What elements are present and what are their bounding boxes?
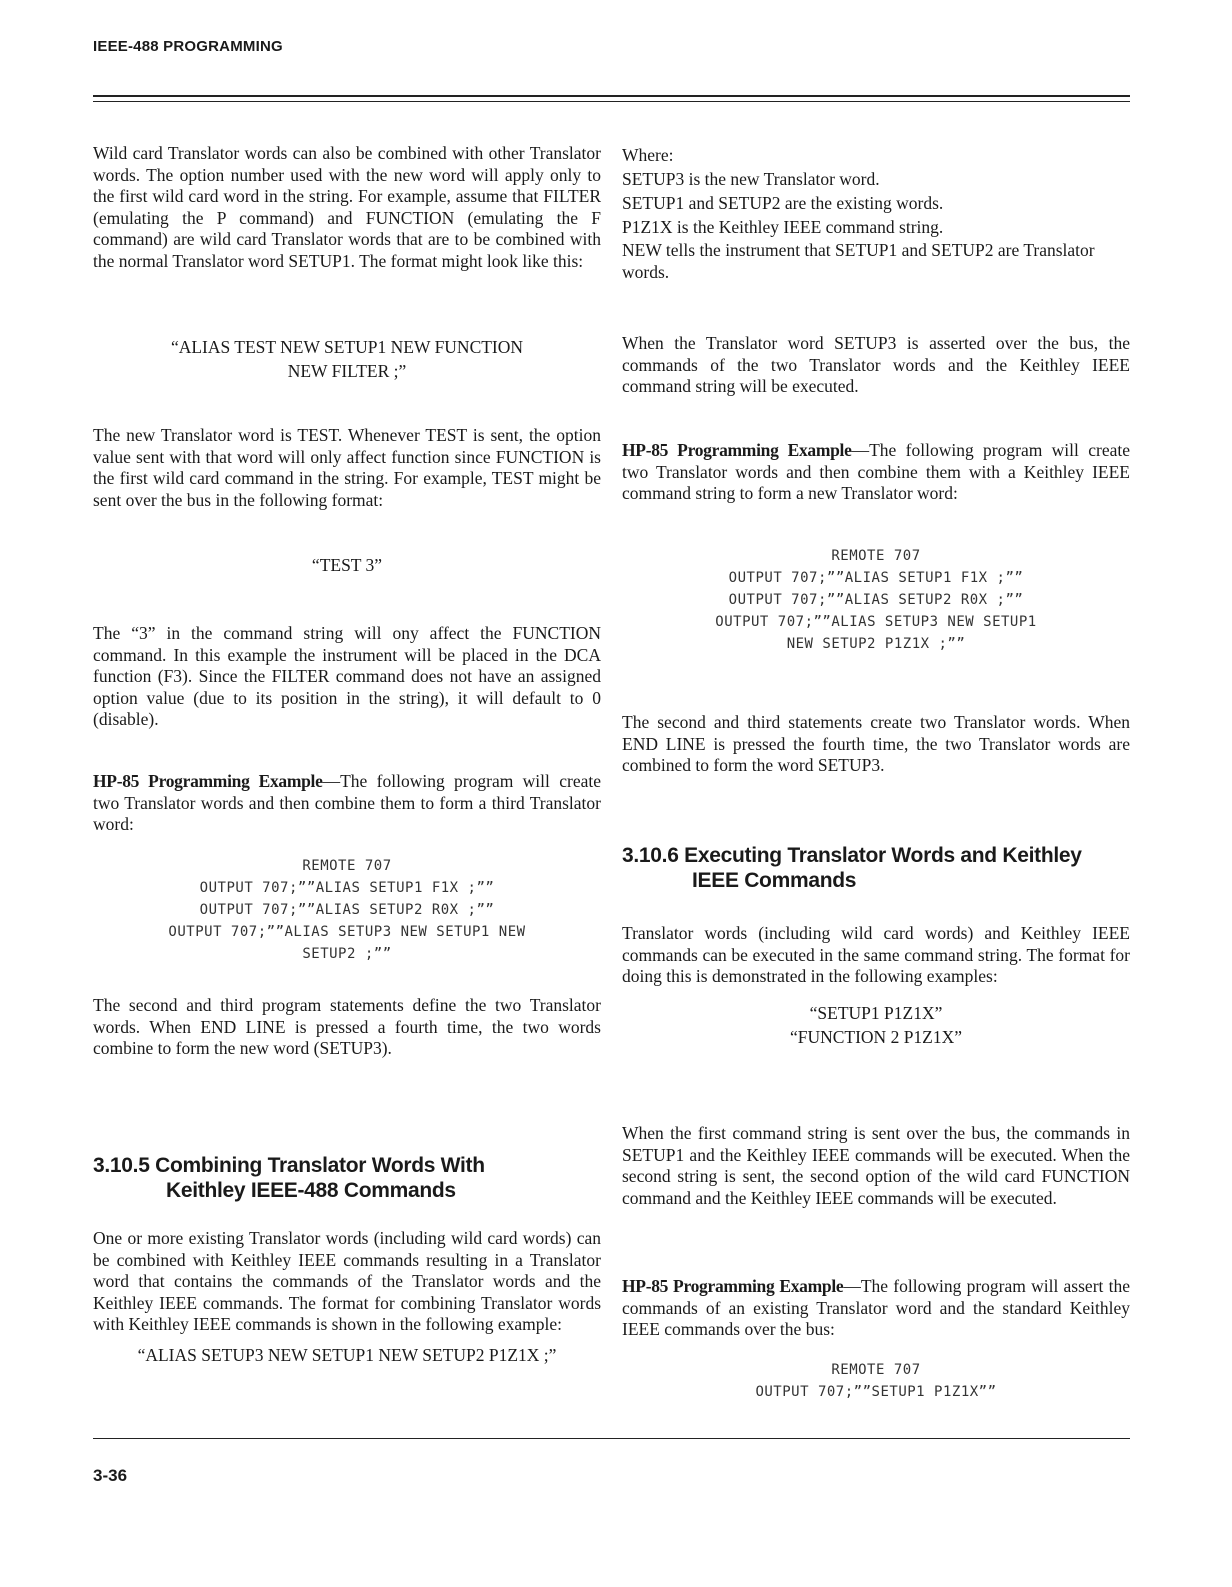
code-line: OUTPUT 707;””ALIAS SETUP3 NEW SETUP1 [715, 614, 1037, 630]
code-line: OUTPUT 707;””ALIAS SETUP1 F1X ;”” [199, 880, 495, 896]
code-line: NEW SETUP2 P1Z1X ;”” [786, 636, 966, 652]
paragraph-hp85-example [622, 440, 1130, 505]
paragraph-program-statements: The second and third program statements define the two Translator words. When END LINE is pressed a fourth time, the two words combine to form the new word (SETUP3). [93, 995, 601, 1058]
code-line: REMOTE 707 [831, 548, 921, 564]
example-line: NEW FILTER ;” [287, 361, 407, 381]
section-title: Executing Translator Words and Keithley [684, 844, 1082, 867]
paragraph-executing: Translator words (including wild card words) and Keithley IEEE commands can be executed in the same command string. The format for doing this is demonstrated in the following examples: [622, 923, 1130, 986]
definition-item: NEW tells the instrument that SETUP1 and SETUP2 are Translator words. [622, 240, 1095, 282]
code-line: REMOTE 707 [302, 858, 392, 874]
paragraph-function-effect: The “3” in the command string will ony affect the FUNCTION command. In this example the instrument will be placed in the DCA function (F3). Since the FILTER command does not have an assigned option value (due to its position in the string), it will default to 0 (disable). [93, 623, 601, 729]
paragraph-wild-card: Wild card Translator words can also be combined with other Translator words. The option number used with the new word will apply only to the first wild card word in the string. For example, assume that FILTER (emulating the P command) and FUNCTION (emulating the F command) are wild card Translator words that are to be combined with the normal Translator word SETUP1. The format might look like this: [93, 143, 601, 271]
example-test-3: “TEST 3” [311, 555, 383, 575]
section-number: 3.10.6 [622, 844, 679, 867]
example-lead: HP-85 Programming Example [93, 771, 323, 791]
example-alias-test [93, 335, 601, 383]
section-title: Combining Translator Words With [155, 1154, 485, 1177]
code-block-left [93, 855, 601, 965]
example-text: —The following program will create two Translator words and then combine them to form a third Translator word: [93, 771, 601, 834]
example-line: “SETUP1 P1Z1X” [809, 1003, 943, 1023]
example-line: “ALIAS TEST NEW SETUP1 NEW FUNCTION [170, 337, 524, 357]
where-label: Where: [622, 145, 674, 165]
section-heading-3-10-5 [93, 1153, 601, 1203]
example-command-strings [622, 1001, 1130, 1049]
example-text: —The following program will assert the commands of an existing Translator word and the standard Keithley IEEE commands over the bus: [622, 1276, 1130, 1339]
paragraph-setup3-asserted: When the Translator word SETUP3 is asserted over the bus, the commands of the two Translator words and the Keithley IEEE command string will be executed. [622, 333, 1130, 396]
section-title: IEEE Commands [692, 869, 857, 892]
code-block-right-2 [622, 1359, 1130, 1403]
footer-rule [93, 1438, 1130, 1439]
page-number: 3-36 [93, 1466, 128, 1485]
paragraph-first-string: When the first command string is sent over the bus, the commands in SETUP1 and the Keithley IEEE commands will be executed. When the second string is sent, the second option of the wild card FUNCTION command and the Keithley IEEE commands will be executed. [622, 1123, 1130, 1208]
definition-item: P1Z1X is the Keithley IEEE command string. [622, 217, 944, 237]
section-number: 3.10.5 [93, 1154, 150, 1177]
definition-list [622, 143, 1130, 283]
section-title: Keithley IEEE-488 Commands [166, 1179, 456, 1202]
running-header: IEEE-488 PROGRAMMING [93, 38, 283, 55]
code-line: REMOTE 707 [831, 1362, 921, 1378]
code-line: OUTPUT 707;””SETUP1 P1Z1X”” [755, 1384, 997, 1400]
definition-item: SETUP1 and SETUP2 are the existing words. [622, 193, 944, 213]
code-line: OUTPUT 707;””ALIAS SETUP2 R0X ;”” [728, 592, 1024, 608]
example-text: —The following program will create two Translator words and then combine them with a Keithley IEEE command string to form a new Translator word: [622, 440, 1130, 503]
code-line: OUTPUT 707;””ALIAS SETUP1 F1X ;”” [728, 570, 1024, 586]
section-heading-3-10-6 [622, 843, 1130, 893]
paragraph-combining: One or more existing Translator words (including wild card words) can be combined with Keithley IEEE commands resulting in a Translator word that contains the commands of the Translator words and the Keithley IEEE commands. The format for combining Translator words with Keithley IEEE commands is shown in the following example: [93, 1228, 601, 1334]
code-line: OUTPUT 707;””ALIAS SETUP2 R0X ;”” [199, 902, 495, 918]
paragraph-hp85-example [93, 771, 601, 836]
paragraph-hp85-example [622, 1276, 1130, 1341]
example-alias-setup3: “ALIAS SETUP3 NEW SETUP1 NEW SETUP2 P1Z1X ;” [137, 1345, 557, 1365]
example-line: “FUNCTION 2 P1Z1X” [789, 1027, 963, 1047]
paragraph-test-word: The new Translator word is TEST. Whenever TEST is sent, the option value sent with that word will only affect function since FUNCTION is the first wild card command in the string. For example, TEST might be sent over the bus in the following format: [93, 425, 601, 510]
code-block-right-1 [622, 545, 1130, 655]
code-line: SETUP2 ;”” [302, 946, 392, 962]
header-rule [93, 95, 1130, 102]
definition-item: SETUP3 is the new Translator word. [622, 169, 880, 189]
code-line: OUTPUT 707;””ALIAS SETUP3 NEW SETUP1 NEW [168, 924, 526, 940]
example-lead: HP-85 Programming Example [622, 440, 852, 460]
example-lead: HP-85 Programming Example [622, 1276, 844, 1296]
paragraph-statements-create: The second and third statements create two Translator words. When END LINE is pressed the fourth time, the two Translator words are combined to form the word SETUP3. [622, 712, 1130, 775]
